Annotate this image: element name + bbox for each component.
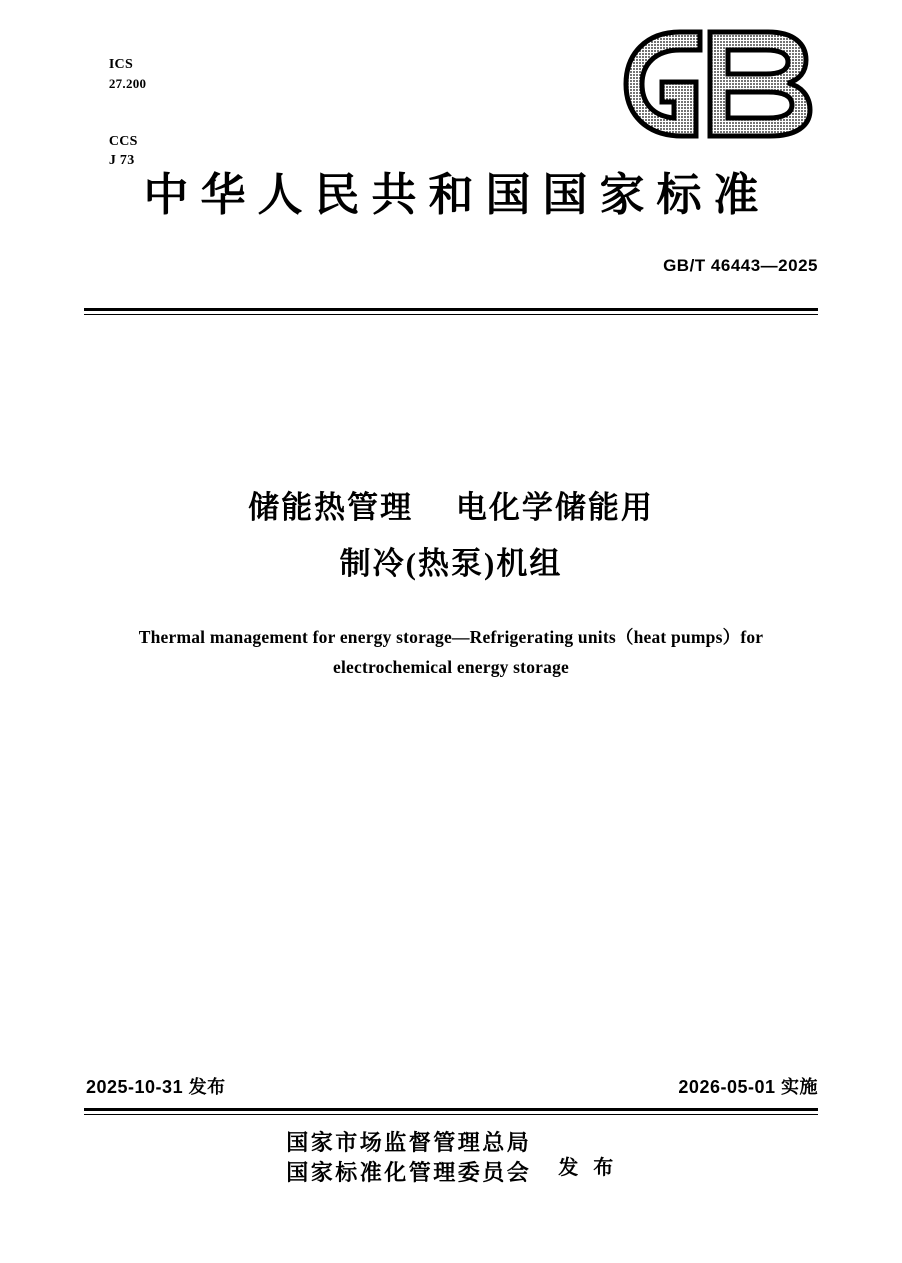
ccs-label: CCS [108, 134, 138, 149]
footer-divider-thin [84, 1114, 818, 1115]
footer-divider-thick [84, 1108, 818, 1111]
ccs-value: J 73 [108, 153, 135, 168]
document-title-cn-line1: 储能热管理 电化学储能用 [248, 490, 654, 525]
header-divider-thin [84, 314, 818, 315]
document-title-en [88, 622, 814, 682]
ics-line [86, 36, 146, 113]
standard-number: GB/T 46443—2025 [663, 256, 818, 275]
ics-label: ICS [108, 57, 134, 72]
issue-date: 2025-10-31 发布 [86, 1077, 226, 1097]
publisher-block [0, 1128, 902, 1188]
publisher-line2: 国家标准化管理委员会 [286, 1160, 532, 1185]
publisher-line1: 国家市场监督管理总局 [286, 1130, 532, 1155]
publisher-names [284, 1128, 532, 1188]
publisher-verb: 发 布 [558, 1156, 619, 1179]
document-title-cn [0, 480, 902, 592]
authority-title: 中华人民共和国国家标准 [143, 170, 771, 220]
implementation-date: 2026-05-01 实施 [678, 1077, 818, 1097]
ics-value: 27.200 [108, 76, 147, 91]
document-title-en-line1: Thermal management for energy storage—Refrigerating units（heat pumps）for [138, 627, 764, 647]
document-title-cn-line2: 制冷(热泵)机组 [339, 546, 563, 581]
document-title-en-line2: electrochemical energy storage [333, 657, 569, 677]
header-divider-thick [84, 308, 818, 311]
gb-emblem-icon [618, 26, 818, 141]
